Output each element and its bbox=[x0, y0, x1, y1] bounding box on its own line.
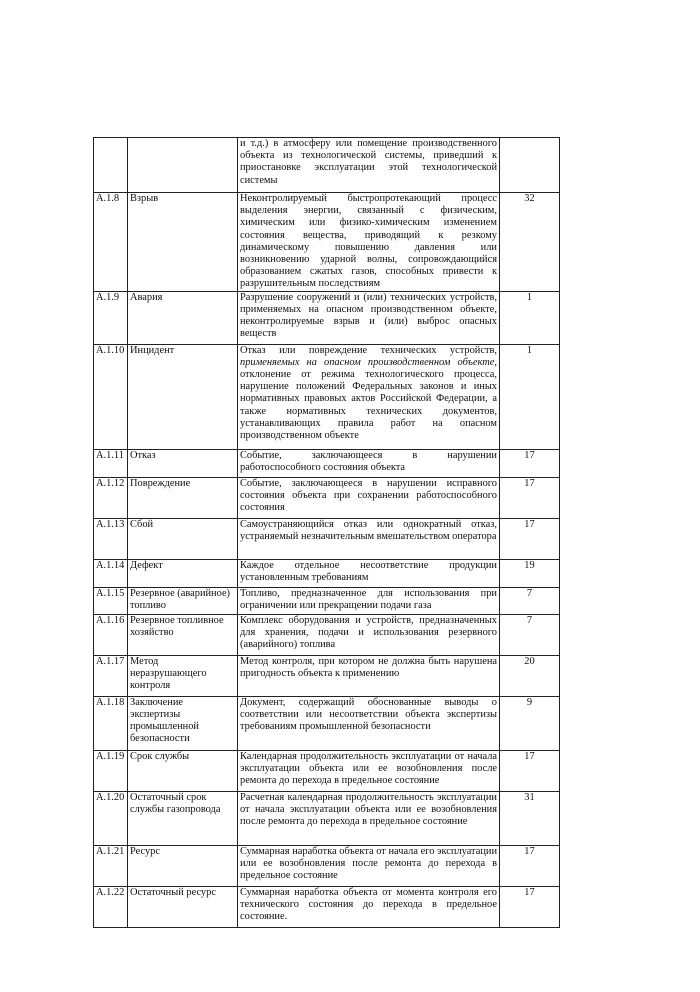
term-name: Авария bbox=[128, 291, 238, 344]
table-row bbox=[94, 845, 560, 886]
term-reference: 20 bbox=[500, 655, 560, 696]
term-reference bbox=[500, 138, 560, 193]
term-definition: Каждое отдельное несоответствие продукции установленным требованиям bbox=[238, 559, 500, 587]
term-name: Ресурс bbox=[128, 845, 238, 886]
term-name: Резервное топливное хозяйство bbox=[128, 614, 238, 655]
definition-italic-text: применяемых на опасном производственном объекте, bbox=[240, 356, 497, 368]
table-row bbox=[94, 477, 560, 518]
term-code: А.1.14 bbox=[94, 559, 128, 587]
term-definition: Самоустраняющийся отказ или однократный отказ, устраняемый незначительным вмешательством оператора bbox=[238, 518, 500, 559]
table-row bbox=[94, 559, 560, 587]
term-definition: Неконтролируемый быстропротекающий процесс выделения энергии, связанный с физическим, химическим или физико-химическим изменением состояния вещества, приводящий к резкому динамическому повышению давления или возникновению ударной волны, сопровождающийся образованием сжатых газов, способных привести к разрушительным последствиям bbox=[238, 193, 500, 292]
term-definition: Суммарная наработка объекта от момента контроля его технического состояния до перехода в предельное состояние. bbox=[238, 886, 500, 927]
term-code: А.1.13 bbox=[94, 518, 128, 559]
definition-text: Отказ или повреждение технических устройств, bbox=[240, 344, 497, 356]
table-row bbox=[94, 791, 560, 845]
table-row bbox=[94, 193, 560, 292]
term-reference: 9 bbox=[500, 696, 560, 750]
term-definition: Документ, содержащий обоснованные выводы о соответствии или несоответствии объекта экспертизы требованиям промышленной безопасности bbox=[238, 696, 500, 750]
table-row bbox=[94, 138, 560, 193]
term-definition: Событие, заключающееся в нарушении работоспособного состояния объекта bbox=[238, 449, 500, 477]
term-code: А.1.9 bbox=[94, 291, 128, 344]
term-code: А.1.16 bbox=[94, 614, 128, 655]
terms-table bbox=[93, 137, 560, 928]
term-name: Остаточный срок службы газопровода bbox=[128, 791, 238, 845]
term-name: Сбой bbox=[128, 518, 238, 559]
term-reference: 17 bbox=[500, 886, 560, 927]
term-definition: Разрушение сооружений и (или) технических устройств, применяемых на опасном производственном объекте, неконтролируемые взрыв и (или) выброс опасных веществ bbox=[238, 291, 500, 344]
term-name: Метод неразрушающего контроля bbox=[128, 655, 238, 696]
term-code: А.1.8 bbox=[94, 193, 128, 292]
term-reference: 31 bbox=[500, 791, 560, 845]
table-row bbox=[94, 344, 560, 449]
term-definition: Событие, заключающееся в нарушении исправного состояния объекта при сохранении работоспособного состояния bbox=[238, 477, 500, 518]
table-row bbox=[94, 518, 560, 559]
term-name: Срок службы bbox=[128, 750, 238, 791]
term-reference: 7 bbox=[500, 587, 560, 614]
term-name: Резервное (аварийное) топливо bbox=[128, 587, 238, 614]
term-code: А.1.21 bbox=[94, 845, 128, 886]
term-reference: 17 bbox=[500, 845, 560, 886]
term-reference: 17 bbox=[500, 518, 560, 559]
term-definition: Комплекс оборудования и устройств, предназначенных для хранения, подачи и использования резервного (аварийного) топлива bbox=[238, 614, 500, 655]
table-row bbox=[94, 587, 560, 614]
term-definition: и т.д.) в атмосферу или помещение производственного объекта из технологической системы, приведший к приостановке эксплуатации этой технологической системы bbox=[238, 138, 500, 193]
table-row bbox=[94, 614, 560, 655]
term-name: Инцидент bbox=[128, 344, 238, 449]
term-definition: Календарная продолжительность эксплуатации от начала эксплуатации объекта или ее возобновления после ремонта до перехода в предельное состояние bbox=[238, 750, 500, 791]
term-definition: Суммарная наработка объекта от начала его эксплуатации или ее возобновления после ремонта до перехода в предельное состояние bbox=[238, 845, 500, 886]
term-code: А.1.22 bbox=[94, 886, 128, 927]
term-code: А.1.18 bbox=[94, 696, 128, 750]
term-reference: 17 bbox=[500, 750, 560, 791]
term-reference: 7 bbox=[500, 614, 560, 655]
term-reference: 1 bbox=[500, 344, 560, 449]
term-name: Повреждение bbox=[128, 477, 238, 518]
term-name: Заключение экспертизы промышленной безопасности bbox=[128, 696, 238, 750]
term-code: А.1.17 bbox=[94, 655, 128, 696]
table-row bbox=[94, 696, 560, 750]
term-name: Взрыв bbox=[128, 193, 238, 292]
term-reference: 1 bbox=[500, 291, 560, 344]
term-definition: Метод контроля, при котором не должна быть нарушена пригодность объекта к применению bbox=[238, 655, 500, 696]
table-row bbox=[94, 750, 560, 791]
term-reference: 17 bbox=[500, 449, 560, 477]
table-row bbox=[94, 449, 560, 477]
term-definition bbox=[238, 344, 500, 449]
term-code: А.1.11 bbox=[94, 449, 128, 477]
term-definition: Расчетная календарная продолжительность эксплуатации от начала эксплуатации объекта или ее возобновления после ремонта до перехода в предельное состояние bbox=[238, 791, 500, 845]
term-code: А.1.19 bbox=[94, 750, 128, 791]
term-reference: 19 bbox=[500, 559, 560, 587]
term-code bbox=[94, 138, 128, 193]
term-name bbox=[128, 138, 238, 193]
term-name: Дефект bbox=[128, 559, 238, 587]
term-name: Остаточный ресурс bbox=[128, 886, 238, 927]
definition-text: отклонение от режима технологического процесса, нарушение положений Федеральных законов и иных нормативных правовых актов Российской Федерации, а также нормативных технических документов, устанавливающих правила работ на опасном производственном объекте bbox=[240, 369, 497, 442]
term-name: Отказ bbox=[128, 449, 238, 477]
term-code: А.1.12 bbox=[94, 477, 128, 518]
table-row bbox=[94, 655, 560, 696]
table-row bbox=[94, 291, 560, 344]
term-code: А.1.10 bbox=[94, 344, 128, 449]
term-reference: 32 bbox=[500, 193, 560, 292]
table-row bbox=[94, 886, 560, 927]
term-definition: Топливо, предназначенное для использования при ограничении или прекращении подачи газа bbox=[238, 587, 500, 614]
term-code: А.1.15 bbox=[94, 587, 128, 614]
term-code: А.1.20 bbox=[94, 791, 128, 845]
term-reference: 17 bbox=[500, 477, 560, 518]
